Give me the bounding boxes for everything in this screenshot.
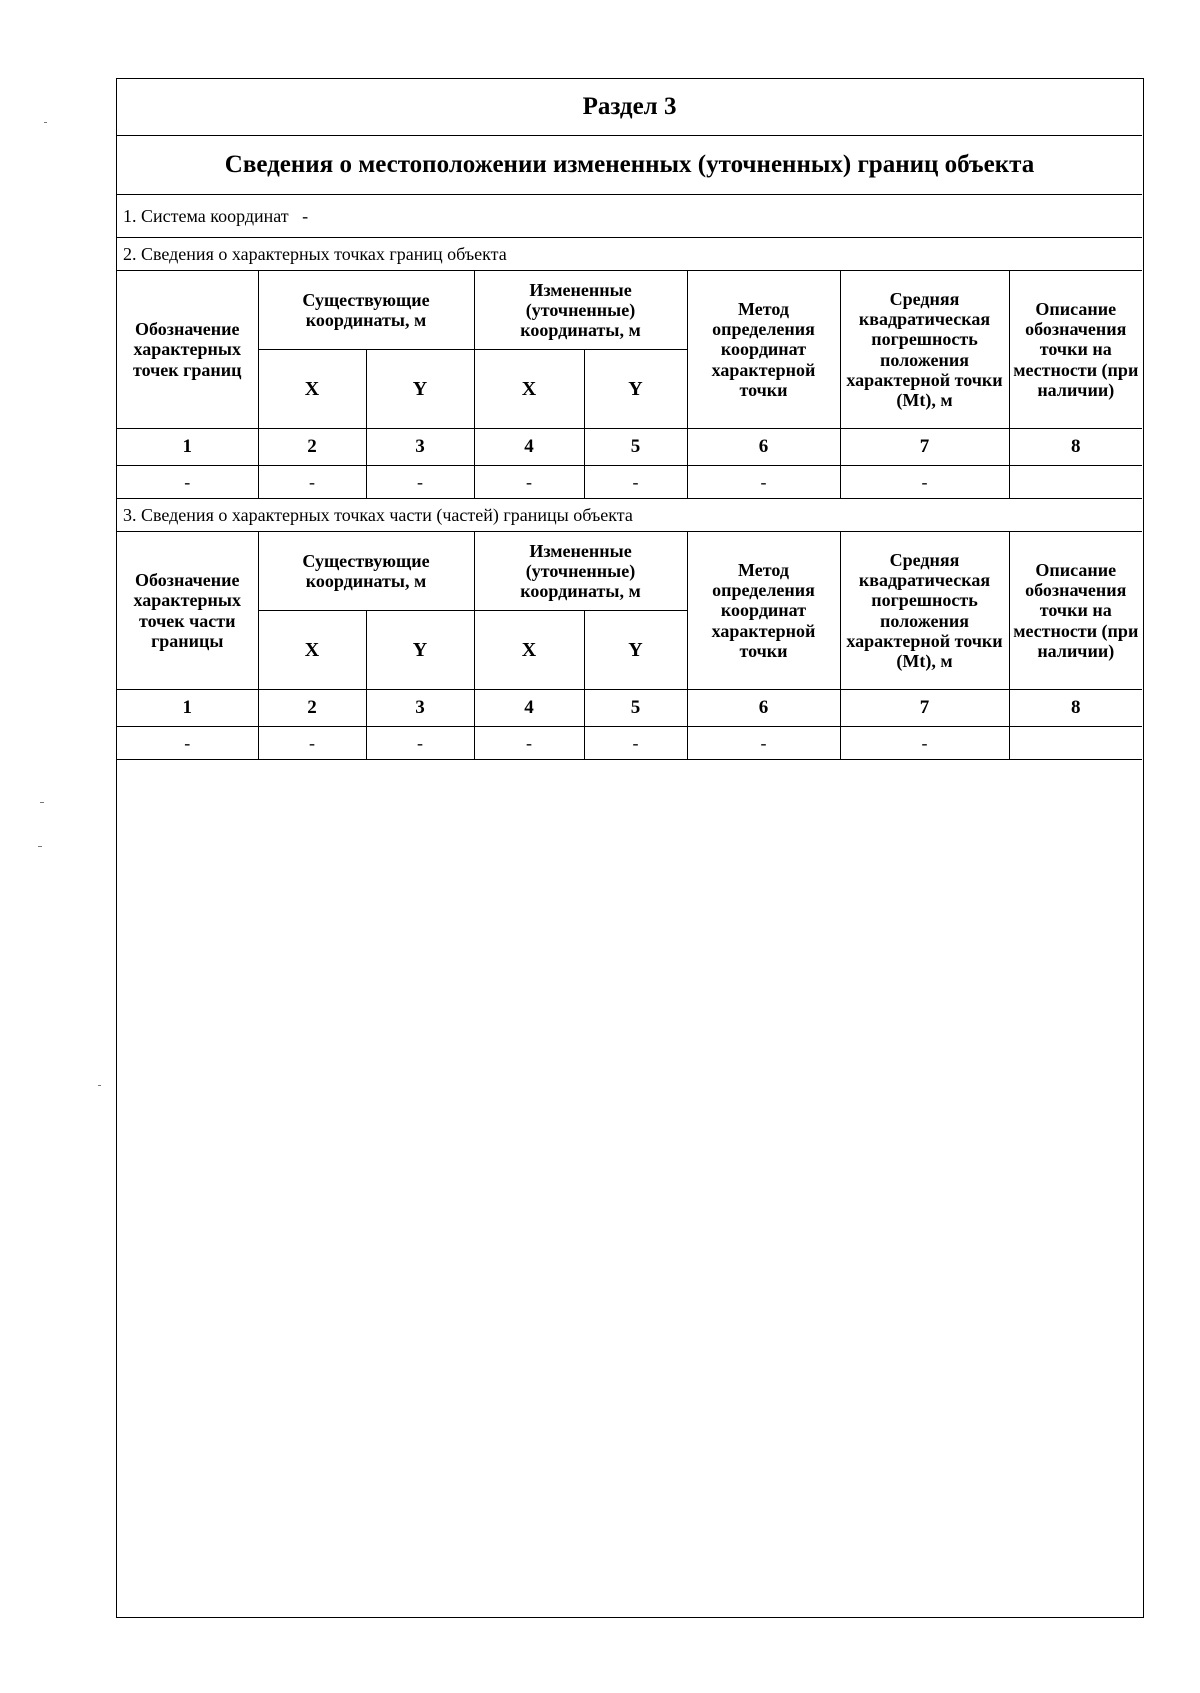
page-subtitle: Сведения о местоположении измененных (уточненных) границ объекта	[117, 136, 1142, 195]
part2-col-method: Метод определения координат характерной точки	[687, 271, 840, 429]
coord-system-row	[117, 195, 1142, 238]
part3-col-existing: Существующие координаты, м	[258, 532, 474, 611]
part3-col-number: 4	[474, 690, 584, 727]
part2-col-number: 7	[840, 429, 1009, 466]
part3-cell: -	[840, 727, 1009, 760]
part3-col-description: Описание обозначения точки на местности (при наличии)	[1009, 532, 1142, 690]
part3-cell: -	[258, 727, 366, 760]
part2-heading: 2. Сведения о характерных точках границ объекта	[117, 238, 1142, 271]
document-frame	[116, 78, 1144, 1618]
part3-col-number: 8	[1009, 690, 1142, 727]
part3-heading: 3. Сведения о характерных точках части (частей) границы объекта	[117, 499, 1142, 532]
part2-col-existing: Существующие координаты, м	[258, 271, 474, 350]
part2-col-designation: Обозначение характерных точек границ	[117, 271, 258, 429]
part2-col-description: Описание обозначения точки на местности (при наличии)	[1009, 271, 1142, 429]
part2-col-number: 6	[687, 429, 840, 466]
part3-col-number: 5	[584, 690, 687, 727]
coord-system-label: 1. Система координат	[123, 205, 289, 226]
part2-data-row	[117, 466, 1142, 499]
scan-mark	[40, 802, 44, 803]
part3-changed-x: X	[474, 611, 584, 690]
part2-cell: -	[366, 466, 474, 499]
part2-existing-x: X	[258, 350, 366, 429]
page-title: Раздел 3	[117, 79, 1142, 136]
scan-mark	[38, 846, 42, 847]
part2-col-number: 5	[584, 429, 687, 466]
part2-number-row	[117, 429, 1142, 466]
part3-col-designation: Обозначение характерных точек части границы	[117, 532, 258, 690]
part2-cell: -	[258, 466, 366, 499]
part3-col-changed: Измененные (уточненные) координаты, м	[474, 532, 687, 611]
part2-cell: -	[474, 466, 584, 499]
part3-col-number: 6	[687, 690, 840, 727]
part2-col-changed: Измененные (уточненные) координаты, м	[474, 271, 687, 350]
part2-col-number: 4	[474, 429, 584, 466]
part2-col-number: 3	[366, 429, 474, 466]
part2-cell: -	[584, 466, 687, 499]
part3-number-row	[117, 690, 1142, 727]
part2-changed-y: Y	[584, 350, 687, 429]
part3-changed-y: Y	[584, 611, 687, 690]
part3-cell: -	[117, 727, 258, 760]
part3-col-number: 3	[366, 690, 474, 727]
part3-cell: -	[584, 727, 687, 760]
part3-col-number: 7	[840, 690, 1009, 727]
scan-mark	[44, 122, 47, 123]
part3-col-error: Средняя квадратическая погрешность положения характерной точки (Mt), м	[840, 532, 1009, 690]
part2-cell: -	[687, 466, 840, 499]
part3-existing-x: X	[258, 611, 366, 690]
part3-col-number: 2	[258, 690, 366, 727]
part3-cell	[1009, 727, 1142, 760]
part3-col-number: 1	[117, 690, 258, 727]
part3-cell: -	[687, 727, 840, 760]
scan-mark	[98, 1085, 101, 1086]
part3-data-row	[117, 727, 1142, 760]
part2-col-error: Средняя квадратическая погрешность положения характерной точки (Mt), м	[840, 271, 1009, 429]
part3-existing-y: Y	[366, 611, 474, 690]
part2-col-number: 8	[1009, 429, 1142, 466]
part3-cell: -	[474, 727, 584, 760]
section-table	[117, 79, 1142, 760]
part2-col-number: 1	[117, 429, 258, 466]
part2-cell	[1009, 466, 1142, 499]
part2-col-number: 2	[258, 429, 366, 466]
coord-system-value: -	[302, 205, 309, 226]
part2-changed-x: X	[474, 350, 584, 429]
part2-cell: -	[117, 466, 258, 499]
part2-cell: -	[840, 466, 1009, 499]
part2-existing-y: Y	[366, 350, 474, 429]
part3-cell: -	[366, 727, 474, 760]
part3-col-method: Метод определения координат характерной точки	[687, 532, 840, 690]
